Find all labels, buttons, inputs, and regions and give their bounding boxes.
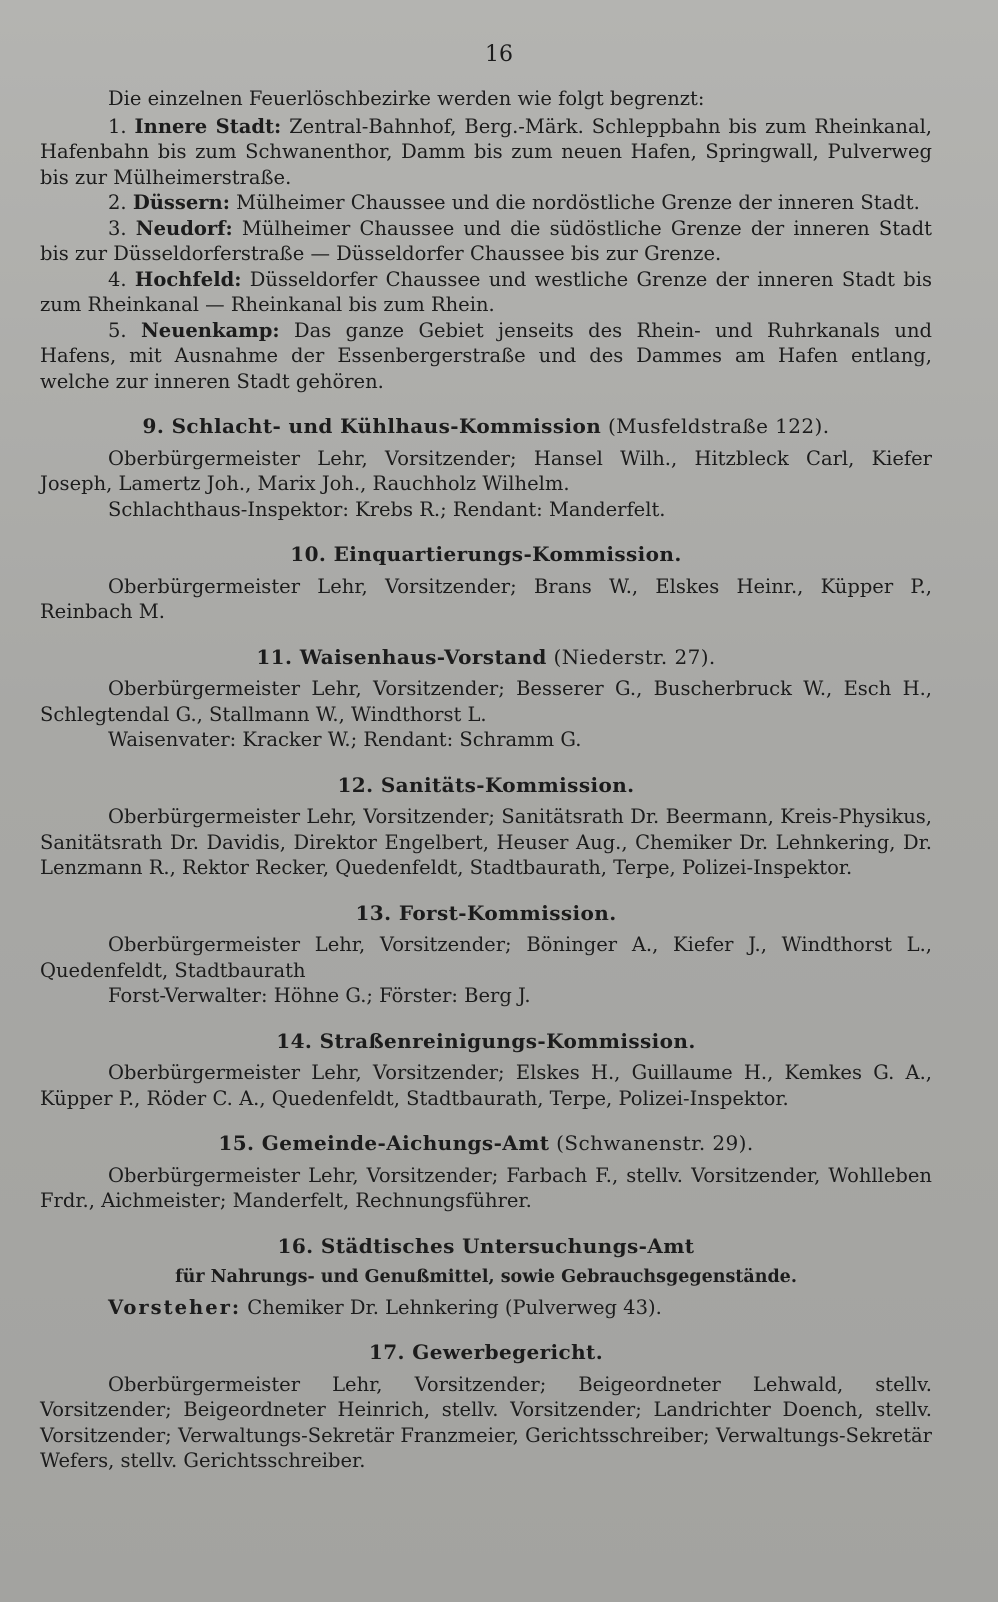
- section-heading-12: 12. Sanitäts-Kommission.: [337, 772, 635, 797]
- section-16-subtitle: für Nahrungs- und Genußmittel, sowie Gebrauchsgegenstände.: [175, 1267, 797, 1287]
- section-14-members: Oberbürgermeister Lehr, Vorsitzender; Elskes H., Guillaume H., Kemkes G. A., Küpper P., Röder C. A., Quedenfeldt, Stadtbaurath, Terpe, Polizei-Inspektor.: [40, 1061, 932, 1110]
- section-13-staff: Forst-Verwalter: Höhne G.; Förster: Berg J.: [108, 984, 531, 1007]
- page-content: [40, 86, 932, 1474]
- section-heading-14: 14. Straßenreinigungs-Kommission.: [276, 1028, 696, 1053]
- section-15-members: Oberbürgermeister Lehr, Vorsitzender; Farbach F., stellv. Vorsitzender, Wohlleben Frdr., Aichmeister; Manderfelt, Rechnungsführer.: [40, 1163, 932, 1212]
- section-10-members: Oberbürgermeister Lehr, Vorsitzender; Brans W., Elskes Heinr., Küpper P., Reinbach M.: [40, 574, 932, 623]
- section-11-members: Oberbürgermeister Lehr, Vorsitzender; Besserer G., Buscherbruck W., Esch H., Schlegtendal G., Stallmann W., Windthorst L.: [40, 677, 932, 726]
- section-heading-17: 17. Gewerbegericht.: [368, 1340, 604, 1364]
- section-heading-15: 15. Gemeinde-Aichungs-Amt (Schwanenstr. 29).: [218, 1131, 754, 1155]
- district-name: Neudorf:: [135, 216, 233, 240]
- section-heading-9: 9. Schlacht- und Kühlhaus-Kommission (Musfeldstraße 122).: [142, 414, 830, 438]
- section-heading-13: 13. Forst-Kommission.: [355, 900, 617, 925]
- district-name: Düssern:: [132, 191, 230, 214]
- district-2: 2. Düssern: Mülheimer Chaussee und die nordöstliche Grenze der inneren Stadt.: [108, 191, 920, 214]
- section-heading-16: 16. Städtisches Untersuchungs-Amt: [277, 1233, 695, 1258]
- district-name: Innere Stadt:: [134, 114, 282, 138]
- section-16-head: Vorsteher: Chemiker Dr. Lehnkering (Pulverweg 43).: [108, 1295, 662, 1319]
- intro-text: Die einzelnen Feuerlöschbezirke werden wie folgt begrenzt:: [108, 87, 705, 110]
- district-5: 5. Neuenkamp: Das ganze Gebiet jenseits des Rhein- und Ruhrkanals und Hafens, mit Ausnahme der Essenbergerstraße und des Dammes am Hafen entlang, welche zur inneren Stadt gehören.: [40, 318, 933, 393]
- district-name: Hochfeld:: [134, 267, 242, 291]
- section-11-staff: Waisenvater: Kracker W.; Rendant: Schramm G.: [108, 728, 582, 751]
- section-heading-11: 11. Waisenhaus-Vorstand (Niederstr. 27).: [256, 644, 716, 669]
- section-17-members: Oberbürgermeister Lehr, Vorsitzender; Beigeordneter Lehwald, stellv. Vorsitzender; Beigeordneter Heinrich, stellv. Vorsitzender; Landrichter Doench, stellv. Vorsitzender; Verwaltungs-Sekretär Franzmeier, Gerichtsschreiber; Verwaltungs-Sekretär Wefers, stellv. Gerichtsschreiber.: [40, 1372, 932, 1472]
- section-heading-10: 10. Einquartierungs-Kommission.: [290, 542, 682, 566]
- district-4: 4. Hochfeld: Düsseldorfer Chaussee und westliche Grenze der inneren Stadt bis zum Rheinkanal — Rheinkanal bis zum Rhein.: [40, 267, 933, 316]
- district-1: 1. Innere Stadt: Zentral-Bahnhof, Berg.-Märk. Schleppbahn bis zum Rheinkanal, Hafenbahn bis zum Schwanenthor, Damm bis zum neuen Hafen, Springwall, Pulverweg bis zur Mülheimerstraße.: [40, 114, 932, 189]
- section-9-staff: Schlachthaus-Inspektor: Krebs R.; Rendant: Manderfelt.: [108, 497, 666, 521]
- district-3: 3. Neudorf: Mülheimer Chaussee und die südöstliche Grenze der inneren Stadt bis zur Düsseldorferstraße — Düsseldorfer Chaussee bis zur Grenze.: [40, 216, 932, 265]
- section-13-members: Oberbürgermeister Lehr, Vorsitzender; Böninger A., Kiefer J., Windthorst L., Quedenfeldt, Stadtbaurath: [40, 933, 932, 982]
- district-name: Neuenkamp:: [140, 318, 280, 342]
- page-number: 16: [485, 42, 513, 67]
- section-9-members: Oberbürgermeister Lehr, Vorsitzender; Hansel Wilh., Hitzbleck Carl, Kiefer Joseph, Lamertz Joh., Marix Joh., Rauchholz Wilhelm.: [40, 446, 932, 495]
- section-12-members: Oberbürgermeister Lehr, Vorsitzender; Sanitätsrath Dr. Beermann, Kreis-Physikus, Sanitätsrath Dr. Davidis, Direktor Engelbert, Heuser Aug., Chemiker Dr. Lehnkering, Dr. Lenzmann R., Rektor Recker, Quedenfeldt, Stadtbaurath, Terpe, Polizei-Inspektor.: [40, 805, 932, 879]
